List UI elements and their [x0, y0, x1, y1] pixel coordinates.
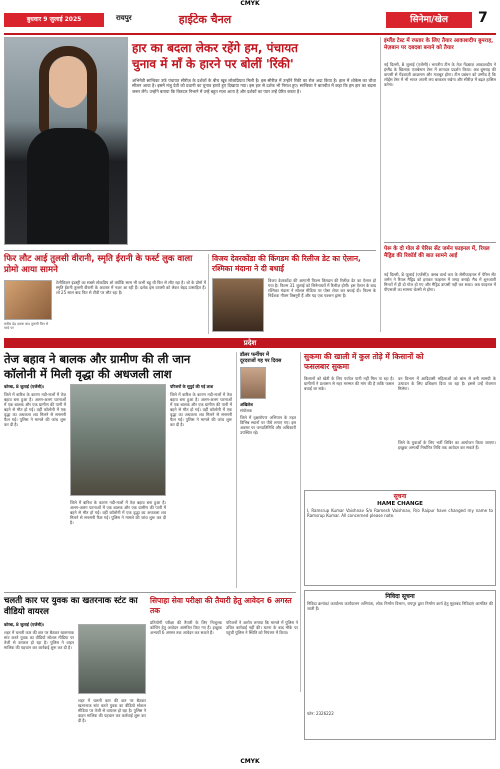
tender-box	[304, 590, 496, 740]
film1-caption: करीब डेढ़ दशक बाद तुलसी फिर से परदे पर	[4, 322, 49, 330]
cmyk-mark-top	[232, 0, 268, 8]
lead-headline-line1: हार का बदला लेकर रहेंगे हम, पंचायत	[132, 41, 298, 55]
news1-body-col1: जिले में बारिश के कारण नदी-नालों में तेज़ बहाव बना हुआ है। अलग-अलग घटनाओं में एक बालक और एक ग्रामीण की पानी में बहने से मौत हो गई। वहीं कॉलोनी में एक वृद्धा का अधजला शव मिलने से सनसनी फैल गई। पुलिस ने मामले की जांच शुरू कर दी है।	[4, 392, 66, 427]
news1-body-col3: जिले में बारिश के कारण नदी-नालों में तेज़ बहाव बना हुआ है। अलग-अलग घटनाओं में एक बालक और एक ग्रामीण की पानी में बहने से मौत हो गई। वहीं कॉलोनी में एक वृद्धा का अधजला शव मिलने से सनसनी फैल गई। पुलिस ने मामले की जांच शुरू कर दी है।	[170, 392, 232, 427]
news5-body: जिले के युवाओं के लिए भर्ती शिविर का आयोजन किया जाएगा। इच्छुक अभ्यर्थी निर्धारित तिथि तक आवेदन कर सकते हैं।	[398, 440, 496, 450]
news6-body: प्रतियोगी परीक्षा की तैयारी के लिए निःशुल्क कोचिंग हेतु आवेदन आमंत्रित किए गए हैं। इच्छुक अभ्यर्थी 6 अगस्त तक आवेदन कर सकते हैं।	[150, 620, 222, 635]
news3-body: परिजनों ने आरोप लगाया कि मामले में पुलिस ने उचित कार्रवाई नहीं की। घटना के बाद मौके पर पहुंची पुलिस ने स्थिति को नियंत्रण में किया।	[226, 620, 298, 635]
pradesh-band	[4, 338, 496, 348]
film-row-rule	[4, 250, 376, 251]
tender-title: निविदा सूचना	[385, 593, 415, 600]
channel-logo: हाईटेक चैनल	[178, 13, 232, 26]
lead-headline	[132, 40, 376, 72]
news1-photo	[70, 384, 166, 496]
lead-photo	[4, 37, 128, 245]
right-top-headline: इंग्लैंड टेस्ट में रफ्तार के लिए तैयार आकाशदीप बुमराह, मेज़बान पर दबदबा बनाने को तैयार	[384, 38, 494, 51]
masthead-rule	[4, 33, 496, 35]
right-mid-body: नई दिल्ली, 8 जुलाई (एजेंसी)। क्लब वर्ल्ड कप के सेमीफाइनल में पेरिस सेंट जर्मन ने रियल मैड्रिड को हराकर फाइनल में जगह बनाई। मैच में शुरुआती मिनटों में ही दो गोल हो गए और मैड्रिड वापसी नहीं कर सका। अब फाइनल में पीएसजी का सामना चेल्सी से होगा।	[384, 272, 496, 292]
news1-body-col2: जिले में बारिश के कारण नदी-नालों में तेज़ बहाव बना हुआ है। अलग-अलग घटनाओं में एक बालक और एक ग्रामीण की पानी में बहने से मौत हो गई। वहीं कॉलोनी में एक वृद्धा का अधजला शव मिलने से सनसनी फैल गई। पुलिस ने मामले की जांच शुरू कर दी है।	[70, 500, 166, 525]
film1-headline: फिर लौट आई तुलसी वीरानी, स्मृति ईरानी के फर्स्ट लुक वाला प्रोमो आया सामने	[4, 254, 193, 275]
pradesh-label: प्रदेश	[243, 339, 257, 347]
film2-body: विजय देवरकोंडा की आगामी फिल्म किंगडम की रिलीज़ डेट का ऐलान हो गया है। फिल्म 31 जुलाई को सिनेमाघरों में रिलीज़ होगी। इस ऐलान के बाद रश्मिका मंदाना ने सोशल मीडिया पर पोस्ट शेयर कर बधाई दी। फिल्म के निर्देशक गौतम तिन्ननुरी हैं और यह एक एक्शन ड्रामा है।	[268, 278, 376, 298]
film1-photo	[4, 280, 52, 320]
page-number: 7	[478, 10, 488, 26]
lead-headline-line2: चुनाव में माँ के हारने पर बोलीं 'रिंकी'	[132, 57, 294, 71]
film-col-rule	[208, 254, 209, 334]
right-top-body: नई दिल्ली, 8 जुलाई (एजेंसी)। भारतीय टीम के तेज़ गेंदबाज़ आकाशदीप ने इंग्लैंड के खिलाफ़ एजबेस्टन टेस्ट में शानदार प्रदर्शन किया। अब बुमराह की वापसी से गेंदबाज़ी आक्रमण और मज़बूत होगा। टीम प्रबंधन को उम्मीद है कि लॉर्ड्स टेस्ट में भी भारत अपनी लय बरकरार रखेगा और सीरीज़ में बढ़त हासिल करेगा।	[384, 62, 496, 87]
right-divider	[384, 242, 496, 243]
ad-body: I, Ramsrup Kumar Vaishnav S/o Ramesh Vaishnav, R/o Raipur have changed my name to Ramsrup Kumar. All concerned please note.	[307, 508, 493, 518]
news2-rule	[4, 592, 296, 593]
news7-headline-line1: सुकमा की खाली में कुल तोड़े में किसानों को	[304, 352, 424, 361]
profile-name: अखिलेश	[240, 402, 253, 407]
news4-body: वन विभाग में आदिवासी महिलाओं को बांस से बनी सामग्री के उत्पादन के लिए प्रशिक्षण दिया जा रहा है। इससे उन्हें रोजगार मिलेगा।	[398, 376, 496, 391]
news2-body-b: शहर में चलती कार की छत पर बैठकर खतरनाक स्टंट करते युवक का वीडियो सोशल मीडिया पर तेजी से वायरल हो रहा है। पुलिस ने वाहन मालिक की पहचान कर कार्रवाई शुरू कर दी है।	[78, 698, 146, 723]
cmyk-mark-bottom	[232, 758, 268, 768]
news7-body: किसानों को खेती के लिए पर्याप्त पानी नहीं मिल पा रहा है। ग्रामीणों ने प्रशासन से नहर मरम्मत की मांग की है ताकि फसल बचाई जा सके।	[304, 376, 394, 391]
profile-box	[236, 352, 296, 588]
actress-dress	[27, 128, 109, 245]
notice-box	[304, 490, 496, 586]
lead-body: अभिनेत्री सान्विका उर्फ पंचायत सीरीज़ के दर्शकों के बीच खूब लोकप्रियता मिली है। इस सीरीज़ में उन्होंने रिंकी का रोल अदा किया है। हाल में शोकेस का चौथा सीजन आया है। इसमें मंजू देवी को प्रधानी का चुनाव हारते हुए दिखाया गया। इस हार से दर्शक भी निराश हुए। सान्विका ने बातचीत में कहा कि हम हार का बदला जरूर लेंगे। उन्होंने बताया कि किरदार निभाने में उन्हें बहुत मज़ा आता है और दर्शकों का प्यार उन्हें प्रेरित करता है।	[132, 78, 376, 94]
news1-headline-line1: तेज बहाव ने बालक और ग्रामीण की ली जान	[4, 352, 191, 366]
profile-role: संयोजक	[240, 408, 253, 413]
film2-photo	[212, 278, 264, 332]
news2-headline: चलती कार पर युवक का खतरनाक स्टंट का वीडियो वायरल	[4, 596, 138, 617]
notice-headline: सूचना	[393, 493, 407, 500]
tender-phone: फोन: 2326222	[307, 711, 334, 716]
actress-hair	[39, 46, 97, 136]
news1-headline-line2: कॉलोनी में मिली वृद्धा की अधजली लाश	[4, 367, 172, 381]
news6-headline: सिपाहा सेवा परीक्षा की तैयारी हेतु आवेदन 6 अगस्त तक	[150, 596, 292, 615]
news2-dateline: कोरबा, 8 जुलाई (एजेंसी)।	[4, 622, 45, 627]
film1-body: टेलीविज़न इंडस्ट्री का सबसे लोकप्रिय शो क्योंकि सास भी कभी बहू थी फिर से लौट रहा है। शो के प्रोमो में स्मृति ईरानी तुलसी वीरानी के अवतार में नज़र आ रही हैं। दर्शक इस वापसी को लेकर बेहद उत्साहित हैं। शो 25 साल बाद फिर से टीवी पर लौट रहा है।	[56, 280, 206, 295]
cmyk-label: CMYK	[240, 0, 260, 7]
news7-headline-line2: फसलबार सुकमा	[304, 362, 350, 371]
news2-body: शहर में चलती कार की छत पर बैठकर खतरनाक स्टंट करते युवक का वीडियो सोशल मीडिया पर तेजी से वायरल हो रहा है। पुलिस ने वाहन मालिक की पहचान कर कार्रवाई शुरू कर दी है।	[4, 630, 74, 650]
profile-title-line2: दूरदराजों गह पर दिवस	[240, 358, 282, 364]
profile-photo	[240, 367, 266, 399]
right-mid-headline: पेरू के दो गोल से पेरिस सेंट जर्मन फाइनल में, रियल मैड्रिड की रिकॉर्ड की बात सामने आई	[384, 246, 490, 259]
tender-body: निविदा क्रमांक/ कार्यालय कार्यपालन अभियंता, लोक निर्माण विभाग, रायपुर द्वारा निर्माण कार्य हेतु मुहरबंद निविदाएं आमंत्रित की जाती हैं।	[307, 601, 493, 611]
news1-dateline: कोरबा, 8 जुलाई (एजेंसी)।	[4, 384, 45, 389]
right-col-rule	[380, 37, 381, 332]
news2-photo	[78, 624, 146, 694]
news7-headline	[304, 352, 496, 372]
section-badge: सिनेमा/खेल	[386, 12, 472, 28]
news1-subhead: परिजनों के सुपुर्द की गई लाश	[170, 384, 214, 389]
profile-body: जिले में वृक्षारोपण अभियान के तहत विभिन्न स्थानों पर पौधे लगाए गए। इस अवसर पर जनप्रतिनिधि और अधिकारी उपस्थित रहे।	[240, 415, 296, 435]
city-label: रायपुर	[116, 14, 132, 22]
profile-title-line1: डॉलर फर्नीचर में	[240, 352, 270, 358]
masthead	[0, 10, 500, 32]
ad-title: HAME CHANGE	[377, 501, 423, 507]
date-badge: बुधवार 9 जुलाई 2025	[4, 13, 104, 27]
cmyk-bottom-label: CMYK	[240, 758, 260, 765]
news7-rule	[300, 352, 301, 692]
film2-headline: विजय देवरकोंडा की किंगडम की रिलीज डेट का ऐलान, रश्मिका मंदाना ने दी बधाई	[212, 254, 361, 273]
